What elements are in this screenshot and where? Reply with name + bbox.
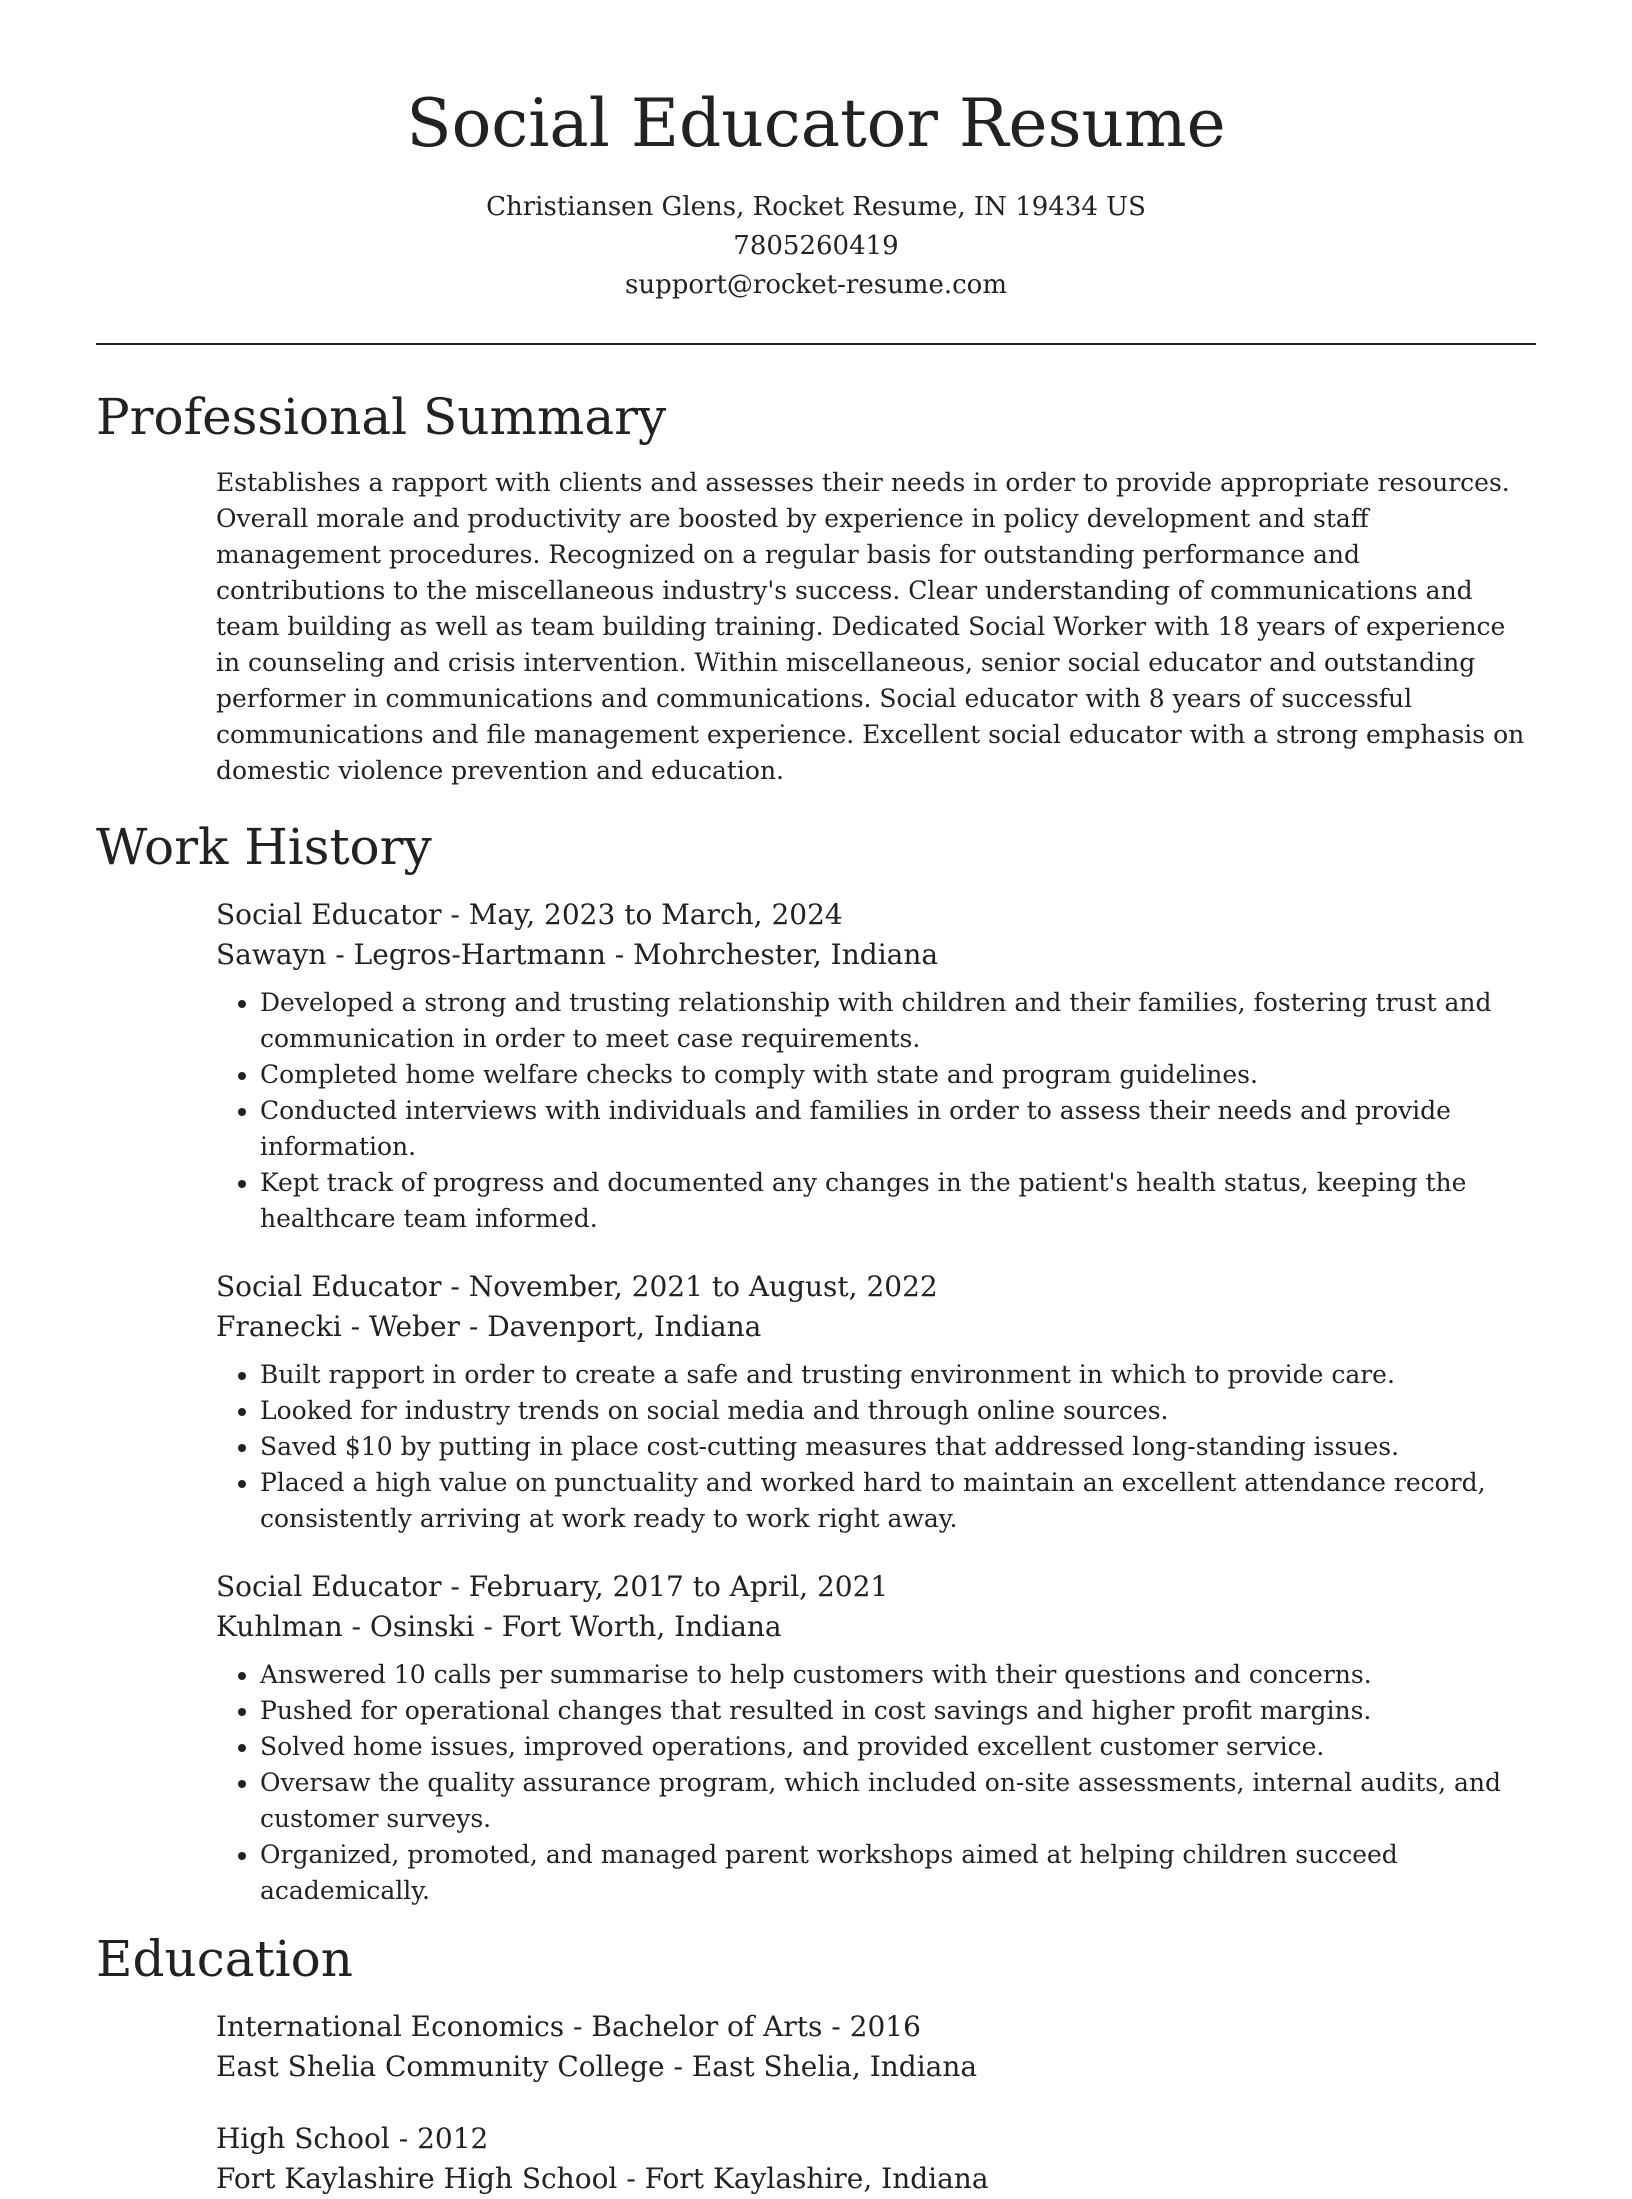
- job-dates: February, 2017 to April, 2021: [468, 1570, 889, 1603]
- summary-body: [96, 465, 1536, 789]
- education-entry: [216, 2007, 1536, 2087]
- job-entry: [216, 1267, 1536, 1537]
- contact-email: support@rocket-resume.com: [624, 270, 1007, 300]
- page-title: Social Educator Resume: [406, 85, 1226, 162]
- job-company: Sawayn - Legros-Hartmann: [216, 938, 606, 971]
- job-bullet: • Saved $10 by putting in place cost-cutting measures that addressed long-standing issues.: [260, 1429, 1536, 1465]
- work-history-section: [96, 817, 1536, 1909]
- job-bullet: • Oversaw the quality assurance program, which included on-site assessments, internal audits, and customer surveys.: [260, 1765, 1536, 1837]
- education-degree-line: High School - 2012: [216, 2122, 489, 2155]
- education-entry: [216, 2119, 1536, 2199]
- job-company-line: Franecki - Weber - Davenport, Indiana: [216, 1310, 762, 1343]
- job-bullet: • Kept track of progress and documented any changes in the patient's health status, keeping the healthcare team informed.: [260, 1165, 1536, 1237]
- education-year: 2012: [417, 2122, 489, 2155]
- job-bullet: • Placed a high value on punctuality and worked hard to maintain an excellent attendance record, consistently arriving at work ready to work right away.: [260, 1465, 1536, 1537]
- job-bullet: • Looked for industry trends on social media and through online sources.: [260, 1393, 1536, 1429]
- work-history-body: [96, 895, 1536, 1909]
- education-body: [96, 2007, 1536, 2199]
- contact-phone: 7805260419: [733, 231, 899, 261]
- header-divider: [96, 343, 1536, 345]
- education-degree-line: International Economics - Bachelor of Arts - 2016: [216, 2010, 921, 2043]
- job-entry: [216, 895, 1536, 1237]
- job-entry: [216, 1567, 1536, 1909]
- education-degree: International Economics - Bachelor of Arts: [216, 2010, 823, 2043]
- education-year: 2016: [849, 2010, 921, 2043]
- education-degree: High School: [216, 2122, 390, 2155]
- job-dates: November, 2021 to August, 2022: [468, 1270, 938, 1303]
- job-bullet: • Conducted interviews with individuals and families in order to assess their needs and provide information.: [260, 1093, 1536, 1165]
- job-title-line: Social Educator - November, 2021 to August, 2022: [216, 1270, 938, 1303]
- education-location: East Shelia, Indiana: [691, 2050, 978, 2083]
- job-bullet: • Pushed for operational changes that resulted in cost savings and higher profit margins.: [260, 1693, 1536, 1729]
- job-company: Franecki - Weber: [216, 1310, 460, 1343]
- job-bullet: • Solved home issues, improved operations, and provided excellent customer service.: [260, 1729, 1536, 1765]
- job-location: Davenport, Indiana: [487, 1310, 762, 1343]
- job-position: Social Educator: [216, 1270, 442, 1303]
- job-location: Fort Worth, Indiana: [501, 1610, 782, 1643]
- job-company-line: Kuhlman - Osinski - Fort Worth, Indiana: [216, 1610, 782, 1643]
- job-bullet: • Answered 10 calls per summarise to help customers with their questions and concerns.: [260, 1657, 1536, 1693]
- job-dates: May, 2023 to March, 2024: [468, 898, 843, 931]
- summary-section: [96, 387, 1536, 789]
- resume-header: [96, 0, 1536, 305]
- education-school-line: East Shelia Community College - East Shelia, Indiana: [216, 2050, 978, 2083]
- contact-address: Christiansen Glens, Rocket Resume, IN 19434 US: [486, 192, 1146, 222]
- job-title-line: Social Educator - May, 2023 to March, 2024: [216, 898, 843, 931]
- education-school-line: Fort Kaylashire High School - Fort Kaylashire, Indiana: [216, 2162, 989, 2195]
- work-history-heading: Work History: [96, 818, 432, 876]
- job-bullets: [216, 1657, 1536, 1909]
- job-bullet: • Developed a strong and trusting relationship with children and their families, fostering trust and communication in order to meet case requirements.: [260, 985, 1536, 1057]
- summary-text: Establishes a rapport with clients and assesses their needs in order to provide appropriate resources. Overall morale and productivity are boosted by experience in policy development and staff management procedures. Recognized on a regular basis for outstanding performance and contributions to the miscellaneous industry's success. Clear understanding of communications and team building as well as team building training. Dedicated Social Worker with 18 years of experience in counseling and crisis intervention. Within miscellaneous, senior social educator and outstanding performer in communications and communications. Social educator with 8 years of successful communications and file management experience. Excellent social educator with a strong emphasis on domestic violence prevention and education.: [216, 468, 1525, 785]
- job-title-line: Social Educator - February, 2017 to April, 2021: [216, 1570, 889, 1603]
- job-bullet: • Completed home welfare checks to comply with state and program guidelines.: [260, 1057, 1536, 1093]
- education-section: [96, 1929, 1536, 2199]
- job-position: Social Educator: [216, 1570, 442, 1603]
- job-company-line: Sawayn - Legros-Hartmann - Mohrchester, Indiana: [216, 938, 939, 971]
- job-location: Mohrchester, Indiana: [633, 938, 939, 971]
- job-company: Kuhlman - Osinski: [216, 1610, 475, 1643]
- education-school: East Shelia Community College: [216, 2050, 665, 2083]
- education-heading: Education: [96, 1930, 353, 1988]
- job-bullet: • Organized, promoted, and managed parent workshops aimed at helping children succeed academically.: [260, 1837, 1536, 1909]
- education-school: Fort Kaylashire High School: [216, 2162, 618, 2195]
- summary-heading: Professional Summary: [96, 388, 667, 446]
- job-bullets: [216, 985, 1536, 1237]
- job-bullet: • Built rapport in order to create a safe and trusting environment in which to provide care.: [260, 1357, 1536, 1393]
- education-location: Fort Kaylashire, Indiana: [644, 2162, 989, 2195]
- job-bullets: [216, 1357, 1536, 1537]
- job-position: Social Educator: [216, 898, 442, 931]
